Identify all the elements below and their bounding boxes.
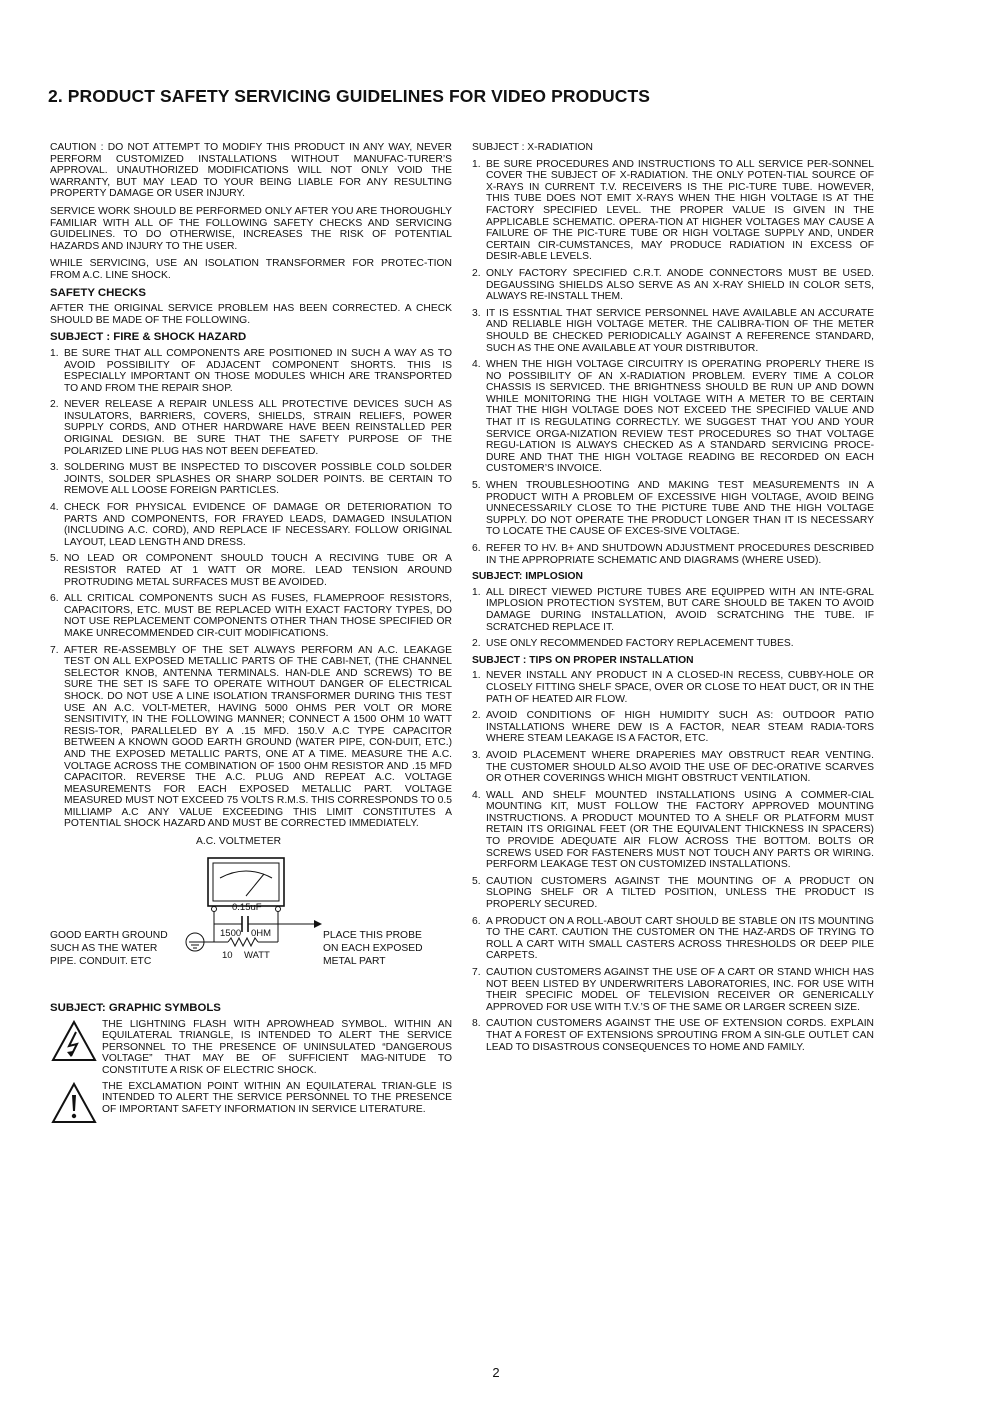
item-number: 7.	[50, 644, 59, 656]
left-terminal	[212, 907, 217, 912]
exclamation-triangle-icon	[50, 1081, 102, 1129]
item-number: 2.	[472, 638, 481, 650]
item-text: NEVER RELEASE A REPAIR UNLESS ALL PROTECTIVE DEVICES SUCH AS INSULATORS, BARRIERS, COVERS, SHIELDS, STRAIN RELIEFS, POWER SUPPLY CORDS, AND OTHER HARDWARE HAVE BEEN REINSTALLED PER ORIGINAL DESIGN. BE SURE THAT THE SAFETY PURPOSE OF THE POLARIZED LINE PLUG HAS NOT BEEN DEFEATED.	[64, 399, 452, 457]
x-radiation-subject: SUBJECT : X-RADIATION	[472, 142, 593, 153]
installation-tips-list	[472, 670, 874, 1053]
resistor-ohm-unit: 0HM	[251, 928, 272, 940]
safety-checks-text: AFTER THE ORIGINAL SERVICE PROBLEM HAS BEEN CORRECTED. A CHECK SHOULD BE MADE OF THE FOLLOWING.	[50, 303, 452, 326]
list-item	[472, 359, 874, 475]
item-text: WALL AND SHELF MOUNTED INSTALLATIONS USING A COMMER-CIAL MOUNTING KIT, MUST FOLLOW THE FACTORY APPROVED MOUNTING INSTRUCTIONS. A PRODUCT MOUNTED TO A SHELF OR PLATFORM MUST RETAIN ITS ORIGINAL FEET (OR THE EQUIVALENT THICKNESS IN SPACERS) TO PROVIDE ADEQUATE AIR FLOW ACROSS THE BOTTOM. BOLTS OR SCREWS USED FOR FASTENERS MUST NOT TOUCH ANY PARTS OR WIRING. PERFORM LEAKAGE TEST ON CUSTOMIZED INSTALLATIONS.	[486, 789, 874, 871]
item-text: BE SURE THAT ALL COMPONENTS ARE POSITIONED IN SUCH A WAY AS TO AVOID POSSIBILITY OF ADJACENT COMPONENT SHORTS. THIS IS ESPECIALLY IMPORTANT ON THOSE MODULES WHICH ARE TRANSPORTED TO AND FROM THE REPAIR SHOP.	[64, 347, 452, 394]
list-item	[472, 710, 874, 745]
item-number: 6.	[472, 543, 481, 554]
item-number: 7.	[472, 967, 481, 978]
list-item	[50, 553, 452, 588]
exclamation-symbol-text: THE EXCLAMATION POINT WITHIN AN EQUILATERAL TRIAN-GLE IS INTENDED TO ALERT THE SERVICE PERSONNEL TO THE PRESENCE OF IMPORTANT SAFETY INFORMATION IN SERVICE LITERATURE.	[102, 1080, 452, 1115]
item-text: ALL CRITICAL COMPONENTS SUCH AS FUSES, FLAMEPROOF RESISTORS, CAPACITORS, ETC. MUST BE REPLACED WITH EXACT FACTORY TYPES, DO NOT USE REPLACEMENT COMPONENTS OTHER THAN THOSE SPECIFIED OR MAKE UNRECOMMENDED CIR-CUIT MODIFICATIONS.	[64, 593, 452, 639]
item-number: 1.	[472, 158, 481, 170]
item-number: 6.	[50, 593, 59, 605]
caution-paragraph: CAUTION : DO NOT ATTEMPT TO MODIFY THIS PRODUCT IN ANY WAY, NEVER PERFORM CUSTOMIZED INSTALLATIONS WITHOUT MANUFAC-TURER’S APPROVAL. UNAUTHORIZED MODIFICATIONS WILL NOT ONLY VOID THE WARRANTY, BUT MAY LEAD TO YOUR BEING LIABLE FOR ANY RESULTING PROPERTY DAMAGE OR USER INJURY.	[50, 142, 452, 200]
voltmeter-label: A.C. VOLTMETER	[196, 836, 282, 848]
probe-label	[323, 930, 423, 968]
implosion-heading: SUBJECT: IMPLOSION	[472, 571, 583, 583]
list-item	[472, 790, 874, 871]
leakage-circuit-svg	[50, 836, 452, 1000]
item-number: 1.	[50, 347, 59, 359]
item-text: IT IS ESSNTIAL THAT SERVICE PERSONNEL HAVE AVAILABLE AN ACCURATE AND RELIABLE HIGH VOLTAGE METER. THE CALIBRA-TION OF THE METER SHOULD BE CHECKED PERIODICALLY AGAINST A REFERENCE STANDARD, SUCH AS THE ONE AVAILABLE AT YOUR DISTRIBUTOR.	[486, 307, 874, 354]
safety-checks-heading: SAFETY CHECKS	[50, 286, 146, 299]
item-text: CAUTION CUSTOMERS AGAINST THE USE OF A CART OR STAND WHICH HAS NOT BEEN LISTED BY UNDERWRITERS LABORATORIES, INC. FOR USE WITH THEIR SPECIFIC MODEL OF TELEVISION RECEIVER OR GENERICALLY APPROVED FOR USE WITH T.V.’S OF THE SAME OR LARGER SCREEN SIZE.	[486, 967, 874, 1013]
isolation-paragraph: WHILE SERVICING, USE AN ISOLATION TRANSFORMER FOR PROTEC-TION FROM A.C. LINE SHOCK.	[50, 258, 452, 281]
item-text: CHECK FOR PHYSICAL EVIDENCE OF DAMAGE OR DETERIORATION TO PARTS AND COMPONENTS, FOR FRAYED LEADS, DAMAGED INSULATION (INCLUDING A.C. CORD), AND REPLACE IF NECESSARY. FOLLOW ORIGINAL LAYOUT, LEAD LENGTH AND DRESS.	[64, 502, 452, 548]
list-item	[472, 967, 874, 1013]
list-item	[50, 593, 452, 639]
item-number: 3.	[50, 462, 59, 474]
item-text: NO LEAD OR COMPONENT SHOULD TOUCH A RECIVING TUBE OR A RESISTOR RATED AT 1 WATT OR MORE. LEAD TENSION AROUND PROTRUDING METAL SURFACES MUST BE AVOIDED.	[64, 553, 452, 588]
list-item	[472, 308, 874, 354]
fire-shock-heading: SUBJECT : FIRE & SHOCK HAZARD	[50, 331, 247, 344]
list-item	[472, 670, 874, 705]
item-text: CAUTION CUSTOMERS AGAINST THE MOUNTING OF A PRODUCT ON SLOPING SHELF OR A TILTED POSITION, UNLESS THE PRODUCT IS PROPERLY SECURED.	[486, 875, 874, 911]
item-text: WHEN TROUBLESHOOTING AND MAKING TEST MEASUREMENTS IN A PRODUCT WITH A PROBLEM OF EXCESSIVE HIGH VOLTAGE, AVOID BEING UNNECESSARILY CLOSE TO THE PICTURE TUBE AND THE HIGH VOLTAGE SUPPLY. DO NOT OPERATE THE PRODUCT LONGER THAN IT IS NECESSARY TO LOCATE THE CAUSE OF EXCES-SIVE VOLTAGE.	[486, 480, 874, 538]
resistor-watt-unit: WATT	[244, 950, 270, 962]
item-number: 1.	[472, 670, 481, 682]
item-number: 4.	[50, 502, 59, 514]
resistor-watt-value: 10	[222, 950, 233, 962]
capacitor-label: 0.15uF	[232, 902, 262, 914]
item-text: ALL DIRECT VIEWED PICTURE TUBES ARE EQUIPPED WITH AN INTE-GRAL IMPLOSION PROTECTION SYSTEM, BUT CARE SHOULD BE TAKEN TO AVOID DAMAGE DURING INSTALLATION, AVOID SCRATCHING THE TUBE. IF SCRATCHED REPLACE IT.	[486, 586, 874, 633]
item-number: 8.	[472, 1018, 481, 1030]
item-number: 5.	[50, 553, 59, 565]
item-text: REFER TO HV. B+ AND SHUTDOWN ADJUSTMENT PROCEDURES DESCRIBED IN THE APPROPRIATE SCHEMATIC AND DIAGRAMS (WHERE USED).	[486, 543, 874, 566]
item-text: NEVER INSTALL ANY PRODUCT IN A CLOSED-IN RECESS, CUBBY-HOLE OR CLOSELY FITTING SHELF SPACE, OVER OR CLOSE TO HEAT DUCT, OR IN THE PATH OF HEATED AIR FLOW.	[486, 670, 874, 705]
page-number: 2	[492, 1365, 500, 1380]
installation-tips-heading: SUBJECT : TIPS ON PROPER INSTALLATION	[472, 654, 694, 666]
ground-label-line: GOOD EARTH GROUND	[50, 930, 168, 942]
item-text: ONLY FACTORY SPECIFIED C.R.T. ANODE CONNECTORS MUST BE USED. DEGAUSSING SHIELDS ALSO SERVE AS AN X-RAY SHIELD IN COLOR SETS, ALWAYS RE-INSTALL THEM.	[486, 267, 874, 303]
exclamation-symbol-row	[50, 1081, 452, 1129]
list-item	[472, 750, 874, 785]
item-text: BE SURE PROCEDURES AND INSTRUCTIONS TO ALL SERVICE PER-SONNEL COVER THE SUBJECT OF X-RADIATION. THE ONLY POTEN-TIAL SOURCE OF X-RAYS IN CURRENT T.V. RECEIVERS IS THE PIC-TURE TUBE. HOWEVER, THIS TUBE DOES NOT EMIT X-RAYS WHEN THE HIGH VOLTAGE IS AT THE FACTORY SPECIFIED LEVEL. THE PROPER VALUE IS GIVEN IN THE APPLICABLE SCHEMATIC. OPERA-TION AT HIGHER VOLTAGES MAY CAUSE A FAILURE OF THE PIC-TURE TUBE OR HIGH VOLTAGE SUPPLY AND, UNDER CERTAIN CIR-CUMSTANCES, MAY PRODUCE RADIATION IN EXCESS OF DESIR-ABLE LEVELS.	[486, 158, 874, 263]
item-text: A PRODUCT ON A ROLL-ABOUT CART SHOULD BE STABLE ON ITS MOUNTING TO THE CART. CAUTION THE CUSTOMER ON THE HAZ-ARDS OF TRYING TO ROLL A CART WITH SMALL CASTERS ACROSS THRESHOLDS OR DEEP PILE CARPETS.	[486, 915, 874, 962]
item-text: AFTER RE-ASSEMBLY OF THE SET ALWAYS PERFORM AN A.C. LEAKAGE TEST ON ALL EXPOSED METALLIC PARTS OF THE CABI-NET, (THE CHANNEL SELECTOR KNOB, ANTENNA TERMINALS. HAN-DLE AND SCREWS) TO BE SURE THE SET IS SAFE TO OPERATE WITHOUT DANGER OF ELECTRICAL SHOCK. DO NOT USE A LINE ISOLATION TRANSFORMER DURING THIS TEST USE AN A.C. VOLT-METER, HAVING 5000 OHMS PER VOLT OR MORE SENSITIVITY, IN THE FOLLOWING MANNER; CONNECT A 1500 OHM 10 WATT RESIS-TOR, PARALLELED BY A .15 MFD. 150.V A.C TYPE CAPACITOR BETWEEN A KNOWN GOOD EARTH GROUND (WATER PIPE, CON-DUIT, ETC.) AND THE EXPOSED METALLIC PARTS, ONE AT A TIME. MEASURE THE A.C. VOLTAGE ACROSS THE COMBINATION OF 1500 OHM RESISTOR AND .15 MFD CAPACITOR. REVERSE THE A.C. PLUG AND REPEAT A.C. VOLTAGE MEASUREMENTS FOR EACH EXPOSED METALLIC PART. VOLTAGE MEASURED MUST NOT EXCEED 75 VOLTS R.M.S. THIS CORRESPONDS TO 0.5 MILLIAMP A.C ANY VALUE EXCEEDING THIS LIMIT CONSTITUTES A POTENTIAL SHOCK HAZARD AND MUST BE CORRECTED IMMEDIATELY.	[64, 644, 452, 830]
list-item	[50, 462, 452, 497]
lightning-symbol-row	[50, 1019, 452, 1077]
page-title: 2. PRODUCT SAFETY SERVICING GUIDELINES FOR VIDEO PRODUCTS	[48, 86, 651, 106]
item-number: 3.	[472, 307, 481, 319]
list-item	[472, 638, 874, 650]
fire-shock-list	[50, 348, 452, 830]
graphic-symbols-heading: SUBJECT: GRAPHIC SYMBOLS	[50, 1002, 221, 1015]
list-item	[50, 645, 452, 831]
item-number: 2.	[472, 710, 481, 722]
leakage-test-diagram	[50, 836, 452, 1000]
item-text: WHEN THE HIGH VOLTAGE CIRCUITRY IS OPERATING PROPERLY THERE IS NO POSSIBILITY OF AN X-RADIATION PROBLEM. EVERY TIME A COLOR CHASSIS IS SERVICED. THE BRIGHTNESS SHOULD BE RUN UP AND DOWN WHILE MONITORING THE HIGH VOLTAGE WITH A METER TO BE CERTAIN THAT THE HIGH VOLTAGE DOES NOT EXCEED THE SPECIFIED VALUE AND THAT IT IS REGULATING CORRECTLY. WE SUGGEST THAT YOU AND YOUR SERVICE ORGA-NIZATION REVIEW TEST PROCEDURES SO THAT VOLTAGE REGU-LATION IS ALWAYS CHECKED AS A STANDARD SERVICING PROCE-DURE AND THAT THE HIGH VOLTAGE READING BE RECORDED ON EACH CUSTOMER’S INVOICE.	[486, 359, 874, 475]
list-item	[472, 268, 874, 303]
implosion-list	[472, 587, 874, 650]
service-work-paragraph: SERVICE WORK SHOULD BE PERFORMED ONLY AFTER YOU ARE THOROUGHLY FAMILIAR WITH ALL OF THE FOLLOWING SAFETY CHECKS AND SERVICING GUIDELINES. TO DO OTHERWISE, INCREASES THE RISK OF POTENTIAL HAZARDS AND INJURY TO THE USER.	[50, 205, 452, 252]
item-number: 3.	[472, 749, 481, 761]
item-number: 6.	[472, 915, 481, 927]
item-number: 1.	[472, 586, 481, 598]
right-column	[472, 142, 874, 1058]
item-number: 4.	[472, 789, 481, 801]
list-item	[50, 502, 452, 548]
probe-label-line: PLACE THIS PROBE	[323, 930, 422, 942]
voltmeter-needle	[246, 874, 264, 896]
item-text: AVOID PLACEMENT WHERE DRAPERIES MAY OBSTRUCT REAR VENTING. THE CUSTOMER SHOULD ALSO AVOID THE USE OF DEC-ORATIVE SCARVES OR OTHER COVERINGS WHICH MIGHT OBSTRUCT VENTILATION.	[486, 749, 874, 785]
resistor-ohm-value: 1500	[220, 928, 242, 940]
lightning-triangle-icon	[50, 1019, 102, 1077]
list-item	[472, 543, 874, 566]
list-item	[472, 916, 874, 962]
item-text: CAUTION CUSTOMERS AGAINST THE USE OF EXTENSION CORDS. EXPLAIN THAT A FOREST OF EXTENSIONS SPROUTING FROM A SIN-GLE OUTLET CAN LEAD TO DISASTROUS CONSEQUENCES TO HOME AND FAMILY.	[486, 1018, 874, 1053]
voltmeter-body	[208, 858, 284, 906]
ground-label-line: SUCH AS THE WATER	[50, 942, 158, 954]
item-number: 4.	[472, 359, 481, 371]
item-number: 2.	[472, 267, 481, 279]
list-item	[472, 1018, 874, 1053]
x-radiation-list	[472, 159, 874, 567]
probe-label-line: METAL PART	[323, 955, 386, 967]
item-text: AVOID CONDITIONS OF HIGH HUMIDITY SUCH AS: OUTDOOR PATIO INSTALLATIONS WHERE DEW IS A FACTOR, NEAR STEAM RADIA-TORS WHERE STEAM LEAKAGE IS A FACTOR, ETC.	[486, 710, 874, 745]
list-item	[472, 876, 874, 911]
lightning-symbol-text: THE LIGHTNING FLASH WITH APROWHEAD SYMBOL. WITHIN AN EQUILATERAL TRIANGLE, IS INTENDED TO ALERT THE SERVICE PERSONNEL TO THE PRESENCE OF UNINSULATED “DANGEROUS VOLTAGE” THAT MAY BE OF SUFFICIENT MAG-NITUDE TO CONSTITUTE A RISK OF ELECTRIC SHOCK.	[102, 1018, 452, 1077]
list-item	[50, 399, 452, 457]
list-item	[472, 480, 874, 538]
list-item	[50, 348, 452, 394]
list-item	[472, 159, 874, 263]
probe-label-line: ON EACH EXPOSED	[323, 942, 423, 954]
item-text: SOLDERING MUST BE INSPECTED TO DISCOVER POSSIBLE COLD SOLDER JOINTS, SOLDER SPLASHES OR SHARP SOLDER POINTS. BE CERTAIN TO REMOVE ALL LOOSE FOREIGN PARTICLES.	[64, 462, 452, 497]
list-item	[472, 587, 874, 633]
right-terminal	[276, 907, 281, 912]
item-number: 5.	[472, 875, 481, 887]
ground-label-line: PIPE. CONDUIT. ETC	[50, 955, 152, 967]
item-text: USE ONLY RECOMMENDED FACTORY REPLACEMENT TUBES.	[486, 638, 794, 650]
ground-label	[50, 930, 168, 968]
item-number: 2.	[50, 399, 59, 411]
left-column	[50, 142, 452, 1132]
item-number: 5.	[472, 480, 481, 492]
probe-arrow	[314, 920, 322, 928]
